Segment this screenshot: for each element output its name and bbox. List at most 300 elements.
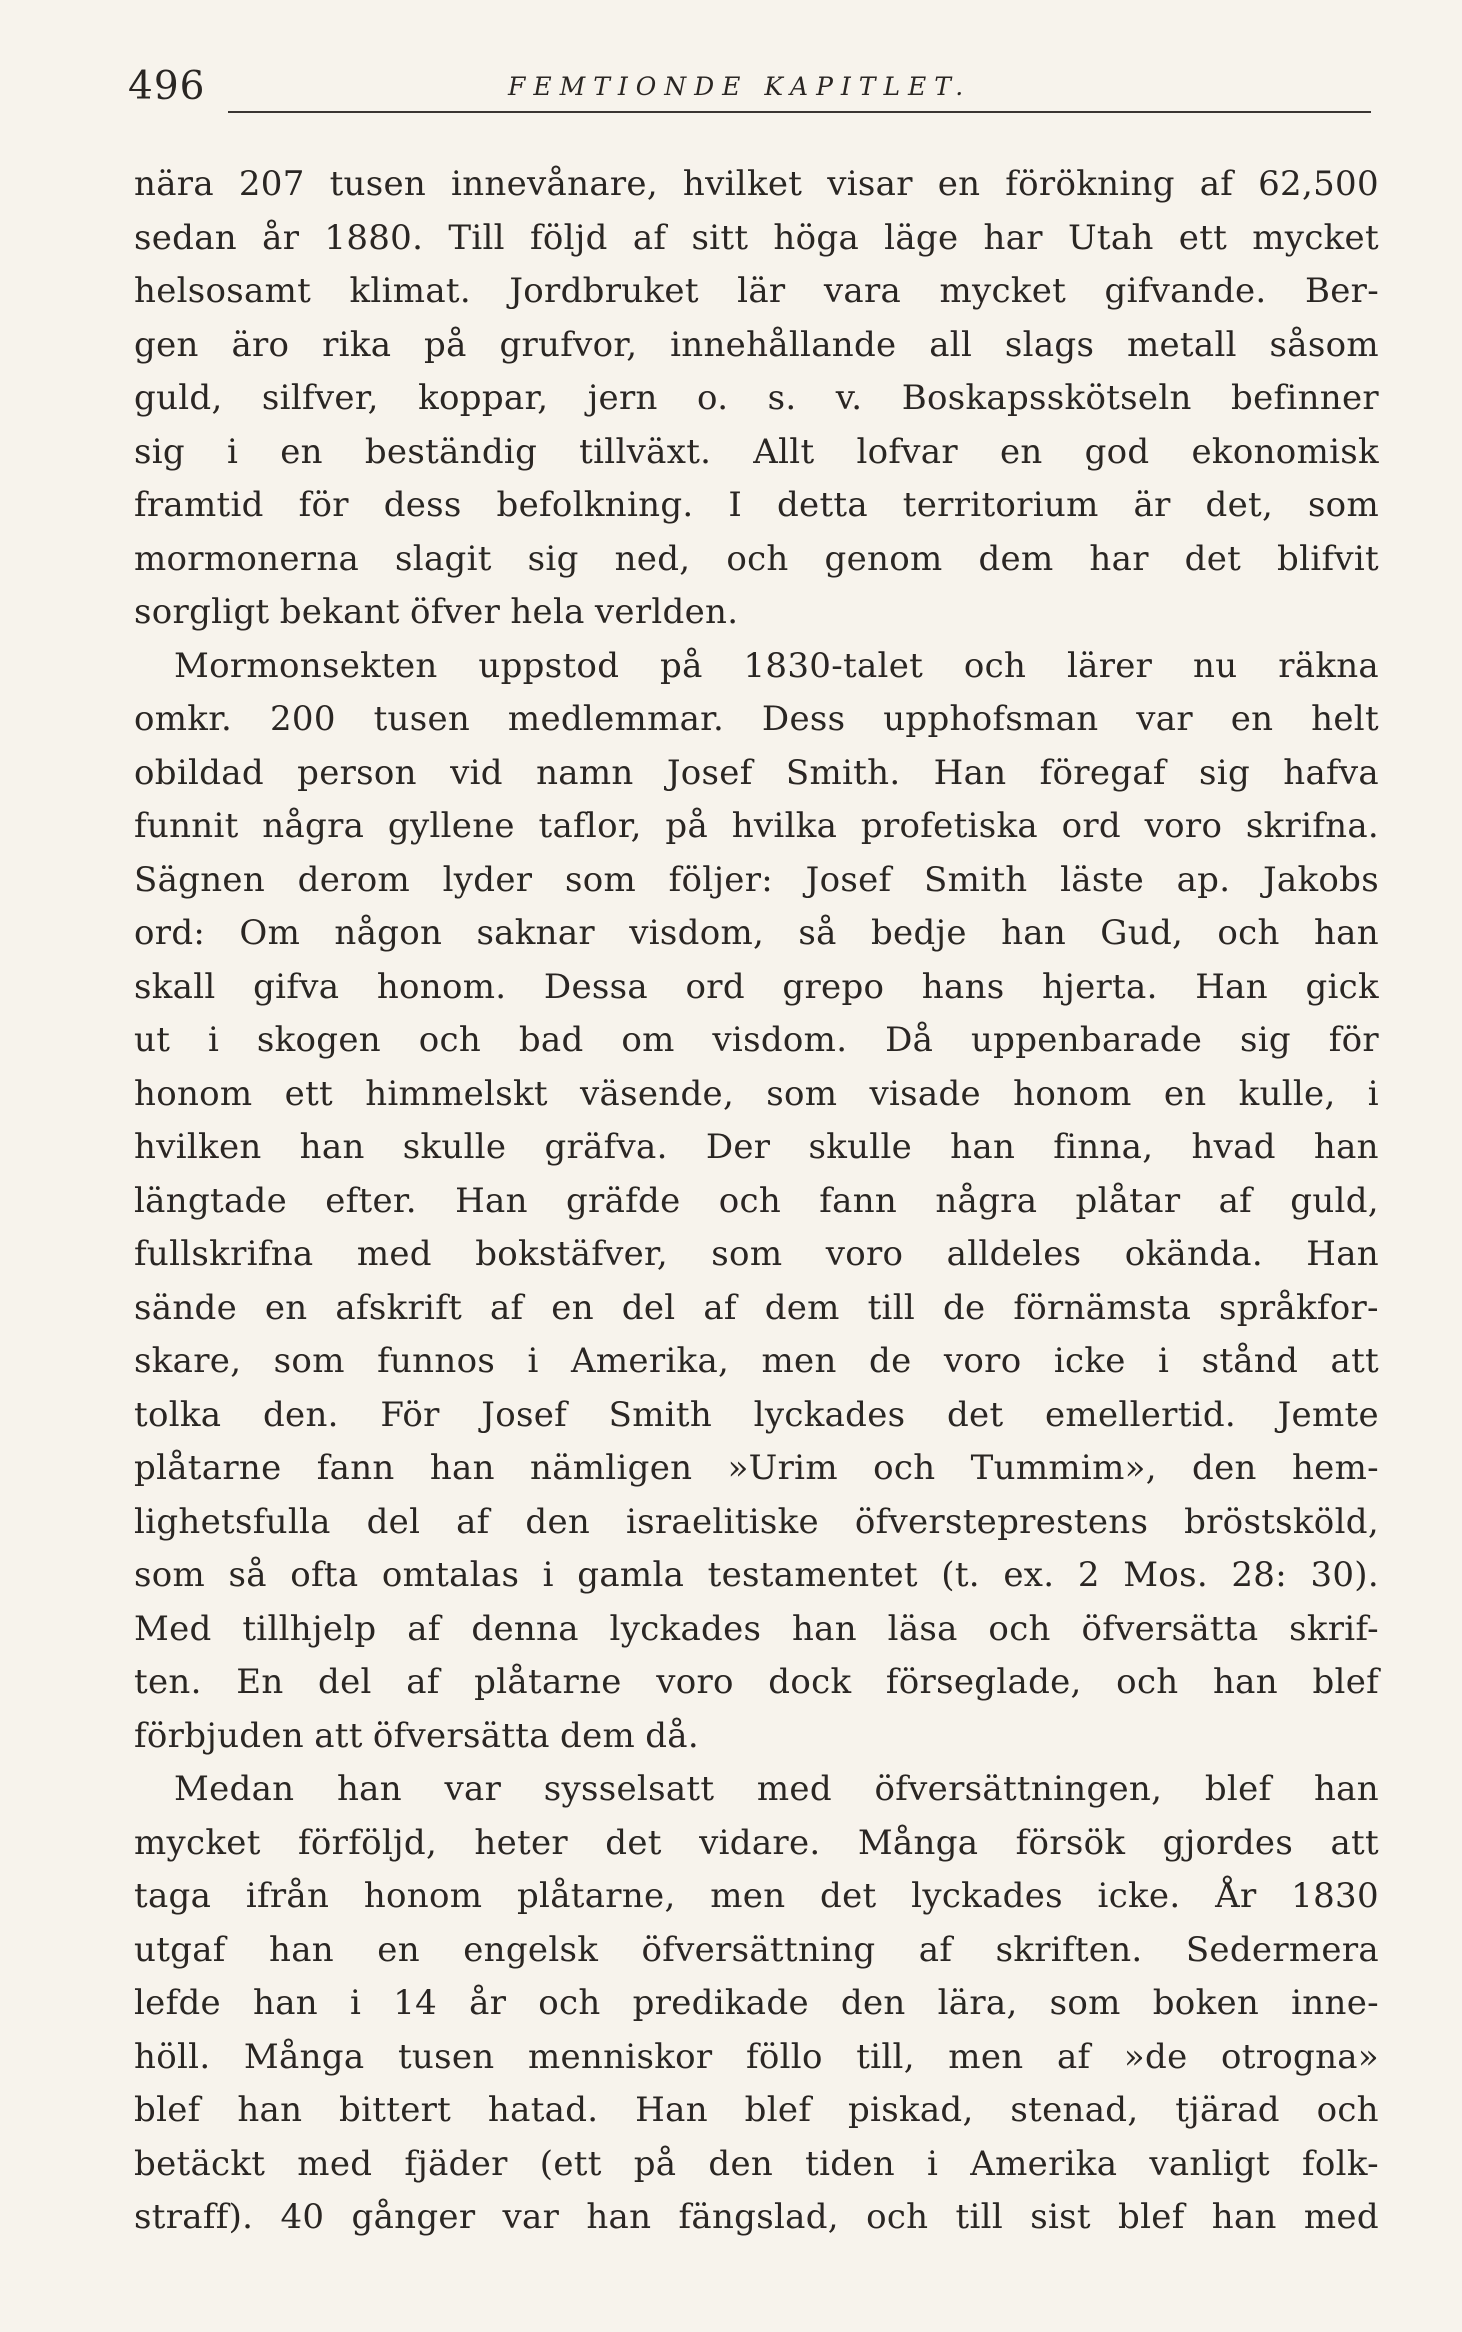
- word: tusen: [329, 164, 427, 204]
- word: Jordbruket: [509, 271, 699, 311]
- word: så: [228, 1555, 267, 1595]
- word: voro: [1144, 806, 1223, 846]
- word: ut: [134, 1020, 171, 1060]
- word: Han: [933, 752, 1007, 793]
- text-line: [134, 961, 1379, 1015]
- word: grepo: [782, 966, 885, 1007]
- word: klimat.: [349, 271, 471, 311]
- text-line: [134, 2031, 1379, 2085]
- word: och: [866, 2197, 929, 2237]
- word: skare,: [134, 1341, 242, 1381]
- word: otrogna»: [1220, 2036, 1379, 2077]
- word: sysselsatt: [543, 1769, 715, 1809]
- word: sig: [134, 431, 185, 472]
- word: hvad: [1191, 1127, 1276, 1167]
- word: men: [761, 1341, 837, 1381]
- word: beständig: [364, 431, 538, 472]
- word: visdom.: [712, 1020, 848, 1060]
- word: läsa: [887, 1608, 958, 1649]
- word: ap.: [1176, 859, 1231, 900]
- word: gick: [1305, 966, 1379, 1007]
- word: lärer: [1066, 645, 1153, 686]
- word: År: [1215, 1876, 1257, 1916]
- word: honom.: [376, 966, 507, 1007]
- word: taflor,: [538, 806, 642, 846]
- word: befinner: [1231, 378, 1379, 418]
- text-line: [134, 1603, 1379, 1657]
- word: himmelskt: [365, 1073, 548, 1114]
- word: hem-: [1291, 1448, 1379, 1488]
- word: han: [429, 1448, 495, 1488]
- text-line: [134, 158, 1379, 212]
- word: (t.: [941, 1555, 980, 1595]
- word: lefde: [134, 1983, 221, 2023]
- word: fann: [316, 1448, 395, 1488]
- word: framtid: [134, 485, 264, 525]
- word: grufvor,: [499, 324, 638, 365]
- word: räkna: [1278, 645, 1379, 686]
- word: stenad,: [1010, 2090, 1139, 2130]
- word: med: [356, 1234, 432, 1274]
- word: Josef: [666, 752, 753, 793]
- word: stånd: [1201, 1341, 1299, 1381]
- word: plåtarne: [474, 1662, 622, 1702]
- word: han: [269, 1929, 334, 1970]
- word: Jemte: [1277, 1394, 1379, 1435]
- word: af: [632, 217, 667, 258]
- word: del: [318, 1662, 372, 1702]
- word: de: [869, 1341, 912, 1381]
- word: vanligt: [1149, 2143, 1270, 2184]
- word: Många: [857, 1822, 979, 1863]
- word: en: [377, 1929, 420, 1970]
- word: sig: [527, 538, 579, 579]
- word: dock: [768, 1662, 852, 1702]
- word: var: [502, 2197, 560, 2237]
- word: Gud,: [1100, 913, 1184, 953]
- text-line: [134, 1977, 1379, 2031]
- word: 200: [269, 699, 336, 739]
- word: finna,: [1053, 1127, 1154, 1167]
- word: Allt: [753, 431, 815, 472]
- word: visar: [827, 164, 913, 204]
- word: för: [1328, 1020, 1379, 1060]
- word: Amerika,: [571, 1341, 730, 1381]
- word: af: [1199, 164, 1234, 204]
- word: en: [280, 431, 323, 472]
- word: höga: [773, 217, 860, 258]
- word: vara: [823, 271, 902, 311]
- word: en: [551, 1287, 594, 1328]
- word: har: [983, 217, 1043, 258]
- word: okända.: [1124, 1234, 1263, 1274]
- word: med: [756, 1769, 832, 1809]
- word: Han: [1306, 1234, 1379, 1274]
- word: honom: [1013, 1073, 1132, 1114]
- word: dem: [764, 1287, 840, 1328]
- word: öfver: [410, 592, 501, 632]
- word: att: [1330, 1341, 1379, 1381]
- word: den: [840, 1983, 906, 2023]
- word: hans: [921, 966, 1005, 1007]
- word: Ber-: [1304, 271, 1379, 311]
- word: 40: [280, 2197, 325, 2237]
- word: men: [948, 2036, 1024, 2077]
- word: blifvit: [1277, 538, 1379, 579]
- word: bittert: [339, 2090, 452, 2130]
- word: någon: [334, 913, 443, 953]
- word: En: [236, 1662, 284, 1702]
- text-line: [134, 1068, 1379, 1122]
- word: några: [935, 1180, 1038, 1221]
- word: lyder: [442, 859, 533, 900]
- word: guld,: [1290, 1180, 1379, 1221]
- word: plåtarne,: [516, 1876, 676, 1916]
- word: Tummim»,: [970, 1448, 1157, 1488]
- word: folk-: [1302, 2143, 1379, 2184]
- text-line: [134, 907, 1379, 961]
- word: voro: [656, 1662, 734, 1702]
- word: tolka: [134, 1394, 222, 1435]
- word: all: [929, 324, 973, 365]
- word: dess: [383, 485, 462, 525]
- text-line: [134, 2084, 1379, 2138]
- word: försök: [1015, 1822, 1126, 1863]
- word: Boskapsskötseln: [901, 378, 1192, 418]
- word: ord: [685, 966, 745, 1007]
- word: hvilka: [731, 806, 838, 846]
- word: lära,: [937, 1983, 1018, 2023]
- word: voro: [825, 1234, 904, 1274]
- word: predikade: [632, 1983, 809, 2023]
- word: blef: [1312, 1662, 1379, 1702]
- word: Han: [1195, 966, 1268, 1007]
- word: Dess: [761, 699, 846, 739]
- text-line: [134, 747, 1379, 801]
- text-line: [134, 1175, 1379, 1229]
- word: af: [407, 1608, 441, 1649]
- word: i: [1158, 1341, 1170, 1381]
- word: bedje: [870, 913, 967, 953]
- word: den: [525, 1501, 591, 1542]
- word: af: [456, 1501, 490, 1542]
- word: lighetsfulla: [134, 1501, 331, 1542]
- word: tjärad: [1175, 2090, 1280, 2130]
- word: en: [264, 1287, 308, 1328]
- word: o.: [697, 378, 729, 418]
- word: förföljd,: [298, 1822, 438, 1863]
- word: några: [262, 806, 365, 846]
- word: straff).: [134, 2197, 254, 2237]
- word: skulle: [402, 1127, 507, 1167]
- word: ten.: [134, 1662, 202, 1702]
- word: han: [237, 2090, 303, 2130]
- word: icke.: [1097, 1876, 1181, 1916]
- word: af: [703, 1287, 737, 1328]
- word: språkfor-: [1219, 1287, 1379, 1328]
- word: efter.: [325, 1180, 417, 1221]
- word: på: [633, 2143, 677, 2184]
- text-line: [134, 265, 1379, 319]
- word: förseglade,: [885, 1662, 1082, 1702]
- text-line: [134, 693, 1379, 747]
- word: skrifna.: [1245, 806, 1379, 846]
- word: fängslad,: [678, 2197, 839, 2237]
- word: 1830: [1291, 1876, 1379, 1916]
- word: Smith: [924, 859, 1028, 900]
- word: gyllene: [387, 806, 515, 846]
- word: öfversätta: [1081, 1608, 1259, 1649]
- text-line: [134, 800, 1379, 854]
- word: för: [298, 485, 349, 525]
- word: ett: [1178, 217, 1228, 258]
- word: 30).: [1310, 1555, 1379, 1595]
- word: var: [1136, 699, 1193, 739]
- word: skriften.: [995, 1929, 1143, 1970]
- word: Dessa: [543, 966, 648, 1007]
- word: en: [1163, 1073, 1207, 1114]
- word: sig: [1239, 1020, 1291, 1060]
- word: och: [873, 1448, 936, 1488]
- word: det,: [1205, 485, 1274, 525]
- word: och: [988, 1608, 1051, 1649]
- word: engelsk: [463, 1929, 599, 1970]
- word: är: [1133, 485, 1171, 525]
- word: obildad: [134, 752, 264, 793]
- word: Han: [455, 1180, 528, 1221]
- word: profetiska: [860, 806, 1038, 846]
- word: metall: [1126, 324, 1237, 365]
- word: kulle,: [1238, 1073, 1336, 1114]
- page-header: [128, 62, 1368, 112]
- word: israelitiske: [625, 1501, 819, 1542]
- word: 14: [393, 1983, 438, 2023]
- word: år: [469, 1983, 507, 2023]
- word: och: [718, 1180, 782, 1221]
- word: derom: [297, 859, 411, 900]
- word: han: [1001, 913, 1067, 953]
- word: skall: [134, 966, 216, 1007]
- word: med: [1303, 2197, 1379, 2237]
- text-line: [134, 479, 1379, 533]
- word: han: [336, 1769, 402, 1809]
- word: icke: [1053, 1341, 1126, 1381]
- word: i: [227, 431, 239, 472]
- word: han: [1211, 2197, 1277, 2237]
- word: emellertid.: [1045, 1394, 1237, 1435]
- word: men: [710, 1876, 786, 1916]
- word: god: [1084, 431, 1150, 472]
- text-line: [134, 1121, 1379, 1175]
- word: följd: [529, 217, 608, 258]
- word: inne-: [1291, 1983, 1379, 2023]
- word: såsom: [1269, 324, 1379, 365]
- word: och: [1116, 1662, 1179, 1702]
- word: han: [1313, 1769, 1379, 1809]
- word: väsende,: [580, 1073, 735, 1114]
- word: gräfde: [565, 1180, 681, 1221]
- word: öfversättning: [641, 1929, 876, 1970]
- word: 28:: [1231, 1555, 1287, 1595]
- word: på: [424, 324, 467, 365]
- word: Utah: [1067, 217, 1154, 258]
- text-line: [134, 2138, 1379, 2192]
- word: föllo: [745, 2036, 823, 2077]
- word: i: [1367, 1073, 1379, 1114]
- word: Då: [885, 1020, 934, 1060]
- word: gamla: [577, 1555, 685, 1595]
- word: mycket: [939, 271, 1067, 311]
- word: Mos.: [1123, 1555, 1208, 1595]
- word: så: [798, 913, 837, 953]
- word: förnämsta: [1013, 1287, 1192, 1328]
- word: det: [946, 1394, 1004, 1435]
- word: Till: [448, 217, 505, 258]
- word: äro: [231, 324, 290, 365]
- word: då.: [645, 1715, 699, 1756]
- text-line: [134, 1924, 1379, 1978]
- word: lyckades: [911, 1876, 1063, 1916]
- text-line: [134, 1656, 1379, 1710]
- word: och: [1217, 913, 1280, 953]
- word: en: [1230, 699, 1274, 739]
- word: har: [1089, 538, 1149, 579]
- word: silfver,: [261, 378, 379, 418]
- word: territorium: [902, 485, 1099, 525]
- word: hafva: [1283, 752, 1379, 793]
- word: boken: [1152, 1983, 1260, 2023]
- word: 1880.: [324, 217, 424, 258]
- word: tillväxt.: [579, 431, 712, 472]
- word: lyckades: [609, 1608, 762, 1649]
- word: innehållande: [670, 324, 897, 365]
- word: mycket: [134, 1822, 261, 1863]
- word: som: [1049, 1983, 1121, 2023]
- word: uppenbarade: [970, 1020, 1203, 1060]
- word: bokstäfver,: [475, 1234, 668, 1274]
- word: Om: [239, 913, 301, 953]
- word: ned,: [614, 538, 691, 579]
- word: af: [1218, 1180, 1253, 1221]
- word: Mormonsekten: [174, 645, 438, 686]
- word: hvilket: [682, 164, 803, 204]
- word: om: [621, 1020, 675, 1060]
- word: till,: [856, 2036, 915, 2077]
- word: lofvar: [856, 431, 958, 472]
- word: längtade: [134, 1180, 288, 1221]
- word: fullskrifna: [134, 1234, 314, 1274]
- word: betäckt: [134, 2143, 266, 2184]
- word: och: [538, 1983, 601, 2023]
- text-line: [134, 1335, 1379, 1389]
- word: förökning: [1005, 164, 1175, 204]
- word: han: [791, 1608, 857, 1649]
- text-line: [134, 426, 1379, 480]
- word: sände: [134, 1287, 238, 1328]
- word: honom: [363, 1876, 483, 1916]
- word: på: [660, 645, 703, 686]
- word: gifva: [253, 966, 340, 1007]
- word: till: [955, 2197, 1004, 2237]
- word: tusen: [397, 2036, 495, 2077]
- word: att: [314, 1715, 363, 1756]
- word: sist: [1030, 2197, 1091, 2237]
- word: i: [207, 1020, 220, 1060]
- word: år: [262, 217, 300, 258]
- word: del: [621, 1287, 676, 1328]
- word: fann: [819, 1180, 898, 1221]
- word: bekant: [279, 592, 400, 632]
- word: gjordes: [1162, 1822, 1294, 1863]
- word: Med: [134, 1608, 212, 1649]
- word: 2: [1077, 1555, 1100, 1595]
- word: till: [867, 1287, 916, 1328]
- word: hjerta.: [1042, 966, 1158, 1007]
- word: plåtar: [1075, 1180, 1181, 1221]
- word: vid: [450, 752, 503, 793]
- word: visade: [869, 1073, 981, 1114]
- word: blef: [1204, 1769, 1272, 1809]
- word: »de: [1123, 2036, 1188, 2077]
- word: hela: [510, 592, 585, 632]
- word: vidare.: [699, 1822, 821, 1863]
- word: som: [564, 859, 637, 900]
- word: För: [380, 1394, 440, 1435]
- word: öfversätta: [372, 1715, 550, 1756]
- word: v.: [835, 378, 863, 418]
- text-line: [134, 1710, 1379, 1764]
- word: heter: [474, 1822, 568, 1863]
- word: höll.: [134, 2036, 211, 2077]
- word: som: [711, 1234, 783, 1274]
- word: jern: [587, 378, 658, 418]
- word: befolkning.: [496, 485, 694, 525]
- word: Sägnen: [134, 859, 266, 900]
- word: gen: [134, 324, 199, 365]
- text-line: [134, 1496, 1379, 1550]
- word: ett: [284, 1073, 334, 1114]
- word: honom: [134, 1073, 253, 1114]
- word: Många: [243, 2036, 365, 2077]
- word: tusen: [373, 699, 471, 739]
- word: uppstod: [478, 645, 620, 686]
- word: af: [1056, 2036, 1091, 2077]
- word: i: [350, 1983, 362, 2023]
- word: ord:: [134, 913, 206, 953]
- word: att: [1330, 1822, 1379, 1863]
- word: saknar: [476, 913, 595, 953]
- word: piskad,: [847, 2090, 974, 2130]
- word: sorgligt: [134, 592, 270, 632]
- text-line: [134, 2191, 1379, 2245]
- word: mycket: [1252, 217, 1379, 258]
- word: gräfva.: [544, 1127, 668, 1167]
- word: Josef: [805, 859, 892, 900]
- word: de: [942, 1287, 986, 1328]
- word: testamentet: [707, 1555, 918, 1595]
- word: af: [406, 1662, 440, 1702]
- word: och: [418, 1020, 482, 1060]
- word: alldeles: [946, 1234, 1082, 1274]
- text-line: [134, 1442, 1379, 1496]
- word: skrif-: [1289, 1608, 1379, 1649]
- word: som: [273, 1341, 345, 1381]
- word: han: [950, 1127, 1016, 1167]
- word: I: [728, 485, 743, 525]
- word: han: [1313, 1127, 1379, 1167]
- word: helt: [1311, 699, 1379, 739]
- word: ofta: [290, 1555, 359, 1595]
